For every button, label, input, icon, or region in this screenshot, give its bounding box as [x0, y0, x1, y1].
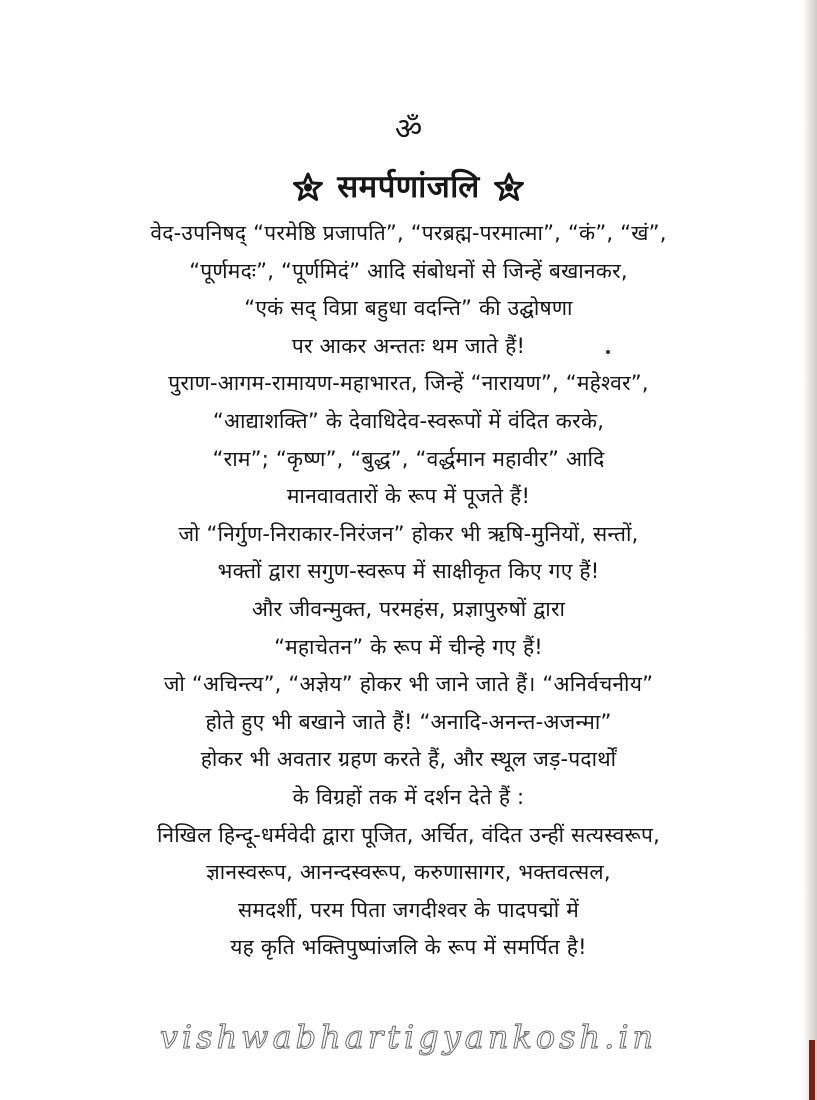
text-line: निखिल हिन्दू-धर्मवेदी द्वारा पूजित, अर्चित, वंदित उन्हीं सत्यस्वरूप, — [156, 822, 661, 847]
star-flower-icon — [293, 172, 323, 202]
text-line: यह कृति भक्तिपुष्पांजलि के रूप में समर्पित है! — [230, 935, 587, 960]
page-title: समर्पणांजलि — [337, 169, 480, 205]
text-line: भक्तों द्वारा सगुण-स्वरूप में साक्षीकृत किए गए हैं! — [217, 559, 600, 584]
text-line: और जीवन्मुक्त, परमहंस, प्रज्ञापुरुषों द्वारा — [251, 596, 566, 621]
star-flower-icon — [494, 172, 524, 202]
text-line: “राम”; “कृष्ण”, “बुद्ध”, “वर्द्धमान महावीर” आदि — [212, 446, 605, 471]
om-symbol: ॐ — [394, 112, 423, 147]
text-line: “महाचेतन” के रूप में चीन्हे गए हैं! — [274, 634, 543, 659]
text-line: मानवावतारों के रूप में पूजते हैं! — [286, 484, 531, 509]
text-line: जो “निर्गुण-निराकार-निरंजन” होकर भी ऋषि-मुनियों, सन्तों, — [178, 521, 639, 546]
text-line: “पूर्णमदः”, “पूर्णमिदं” आदि संबोधनों से जिन्हें बखानकर, — [189, 258, 628, 283]
text-line: “आद्याशक्ति” के देवाधिदेव-स्वरूपों में वंदित करके, — [212, 408, 605, 433]
dedication-text — [0, 215, 817, 967]
text-line: पर आकर अन्ततः थम जाते हैं! — [291, 333, 526, 358]
title-row — [0, 164, 817, 210]
text-line: होते हुए भी बखाने जाते हैं! “अनादि-अनन्त-अजन्मा” — [205, 709, 612, 734]
text-line: “एकं सद् विप्रा बहुधा वदन्ति” की उद्घोषणा — [244, 296, 573, 321]
watermark: vishwabhartigyankosh.in — [159, 1018, 658, 1056]
text-line: जो “अचिन्त्य”, “अज्ञेय” होकर भी जाने जाते हैं। “अनिर्वचनीय” — [163, 672, 654, 697]
page-edge-shadow — [803, 0, 817, 1100]
text-line: वेद-उपनिषद् “परमेष्ठि प्रजापति”, “परब्रह्म-परमात्मा”, “कं”, “खं”, — [150, 221, 667, 245]
text-line: समदर्शी, परम पिता जगदीश्वर के पादपद्मों में — [238, 897, 579, 922]
text-line: होकर भी अवतार ग्रहण करते हैं, और स्थूल जड़-पदार्थों — [200, 747, 617, 772]
page-edge-mark — [809, 1040, 815, 1100]
text-line: के विग्रहों तक में दर्शन देते हैं : — [292, 784, 525, 809]
text-line: ज्ञानस्वरूप, आनन्दस्वरूप, करुणासागर, भक्तवत्सल, — [206, 860, 611, 885]
scan-speck — [606, 350, 610, 354]
text-line: पुराण-आगम-रामायण-महाभारत, जिन्हें “नारायण”, “महेश्वर”, — [168, 371, 649, 396]
